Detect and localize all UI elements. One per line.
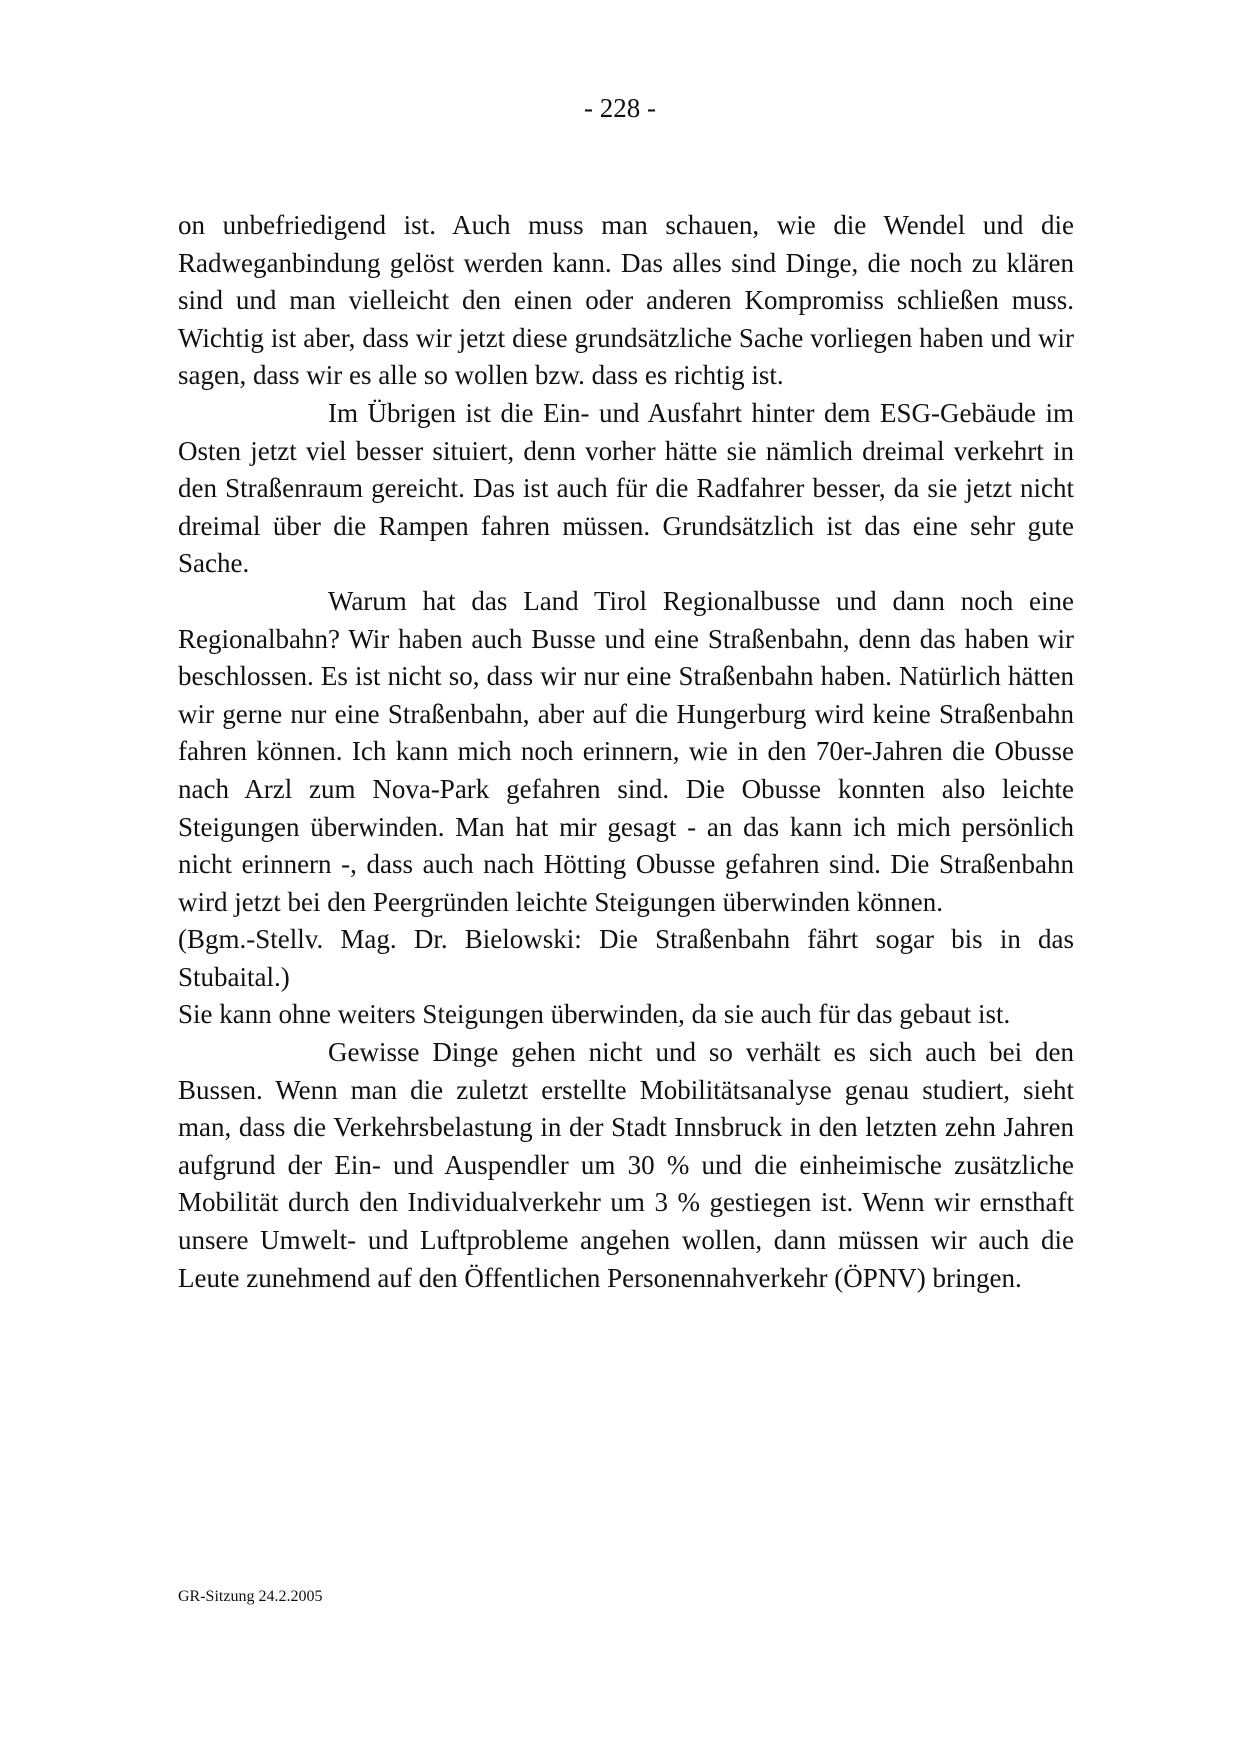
paragraph-1: on unbefriedigend ist. Auch muss man schauen, wie die Wendel und die Radweganbindung gelöst werden kann. Das alles sind Dinge, die noch zu klären sind und man vielleicht den einen oder anderen Kompromiss schließen muss. Wichtig ist aber, dass wir jetzt diese grundsätzliche Sache vorliegen haben und wir sagen, dass wir es alle so wollen bzw. dass es richtig ist. (178, 210, 1074, 391)
interjection-paragraph: (Bgm.-Stellv. Mag. Dr. Bielowski: Die Straßenbahn fährt sogar bis in das Stubaital.) (178, 924, 1074, 992)
page-number: - 228 - (584, 93, 656, 123)
document-body (178, 207, 1074, 1297)
paragraph-6: Gewisse Dinge gehen nicht und so verhält es sich auch bei den Bussen. Wenn man die zuletzt erstellte Mobilitätsanalyse genau studiert, sieht man, dass die Verkehrsbelastung in der Stadt Innsbruck in den letzten zehn Jahren aufgrund der Ein- und Auspendler um 30 % und die einheimische zusätzliche Mobilität durch den Individualverkehr um 3 % gestiegen ist. Wenn wir ernsthaft unsere Umwelt- und Luftprobleme angehen wollen, dann müssen wir auch die Leute zunehmend auf den Öffentlichen Personennahverkehr (ÖPNV) bringen. (178, 1037, 1074, 1293)
paragraph-2: Im Übrigen ist die Ein- und Ausfahrt hinter dem ESG-Gebäude im Osten jetzt viel besser situiert, denn vorher hätte sie nämlich dreimal verkehrt in den Straßenraum gereicht. Das ist auch für die Radfahrer besser, da sie jetzt nicht dreimal über die Rampen fahren müssen. Grundsätzlich ist das eine sehr gute Sache. (178, 397, 1074, 579)
paragraph-3: Warum hat das Land Tirol Regionalbusse und dann noch eine Regionalbahn? Wir haben auch Busse und eine Straßenbahn, denn das haben wir beschlossen. Es ist nicht so, dass wir nur eine Straßenbahn haben. Natürlich hätten wir gerne nur eine Straßenbahn, aber auf die Hungerburg wird keine Straßenbahn fahren können. Ich kann mich noch erinnern, wie in den 70er-Jahren die Obusse nach Arzl zum Nova-Park gefahren sind. Die Obusse konnten also leichte Steigungen überwinden. Man hat mir gesagt - an das kann ich mich persönlich nicht erinnern -, dass auch nach Hötting Obusse gefahren sind. Die Straßenbahn wird jetzt bei den Peergründen leichte Steigungen überwinden können. (178, 585, 1074, 917)
paragraph-5: Sie kann ohne weiters Steigungen überwinden, da sie auch für das gebaut ist. (178, 999, 1011, 1030)
footer-session-date: GR-Sitzung 24.2.2005 (178, 1588, 323, 1605)
